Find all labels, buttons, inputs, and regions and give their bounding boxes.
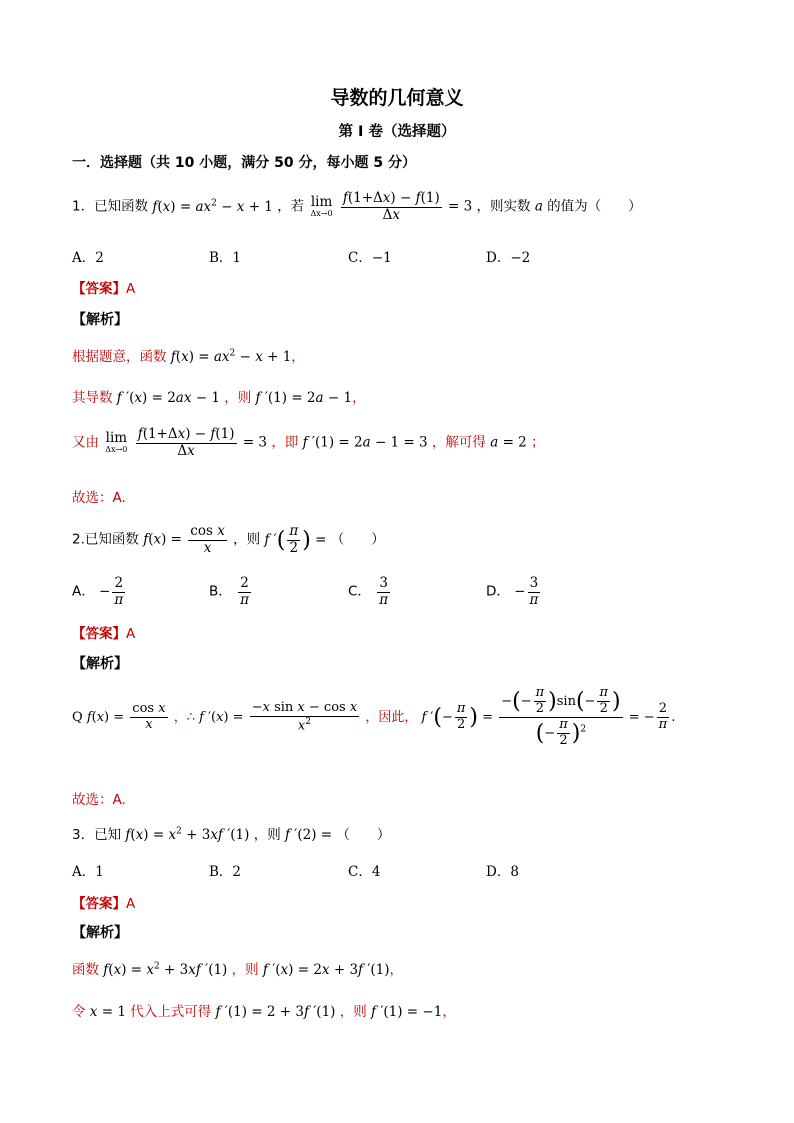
q1-solution-line-2: 其导数 f ′(x) = 2ax − 1 ，则 f ′(1) = 2a − 1， [72,390,366,406]
option-a: A． − $\frac{2}{\pi}$ [72,575,124,608]
formula: $f(x) = ax^2 - x + 1$ [152,198,273,215]
analysis-label: 【解析】 [72,312,128,328]
q1-final: 故选：A. [72,490,126,506]
question-1-stem: 1．已知函数 $f(x) = ax^2 - x + 1$ ，若 lim Δx→0 $\frac{f(1+\Delta x) - f(1)}{\Delta x}$ = 3 ，则实数 a 的值为（ ） [72,190,642,223]
answer-line: 【答案】A [72,896,136,912]
option-d: D．−2 [486,250,531,266]
question-2-stem: 2.已知函数 f(x) = $\frac{\text{cos x}}{x}$ ，则 f ′( $\frac{\pi}{2}$ ) = （ ） [72,523,385,556]
option-a: A．1 [72,864,104,880]
fraction: −(− $\frac{\pi}{2}$ )sin(− $\frac{\pi}{2}$ ) (− $\frac{\pi}{2}$ )$^2$ [501,685,621,748]
answer-line: 【答案】A [72,281,136,297]
option-a: A．2 [72,250,104,266]
fraction: $\frac{f(1+\Delta x) - f(1)}{\Delta x}$ [342,190,440,223]
option-b: B． $\frac{2}{\pi}$ [209,575,249,608]
q3-solution-line-1: 函数 $f(x) = x^2 + 3xf$ ′(1) ，则 f ′(x) = 2x + 3f ′(1)， [72,961,404,978]
section-heading: 一．选择题（共 10 小题，满分 50 分，每小题 5 分） [72,155,416,171]
option-c: C． $\frac{3}{\pi}$ [348,575,389,608]
q3-solution-line-2: 令 x = 1 代入上式可得 f ′(1) = 2 + 3f ′(1) ，则 f ′(1) = −1， [72,1004,456,1020]
q1-solution-line-3: 又由 lim Δx→0 $\frac{f(1+\Delta x) - f(1)}{\Delta x}$ = 3 ，即 f ′(1) = 2a − 1 = 3 ，解可得 a = 2 ； [72,426,545,459]
q1-solution-line-1: 根据题意，函数 $f(x) = ax^2 - x + 1$， [72,348,305,365]
question-3-stem: 3．已知 $f(x) = x^2 + 3xf$ ′(1) ，则 f ′(2) = （ ） [72,826,391,843]
fraction: $\frac{f(1+\Delta x) - f(1)}{\Delta x}$ [137,426,235,459]
option-d: D． − $\frac{3}{\pi}$ [486,575,539,608]
analysis-label: 【解析】 [72,925,128,941]
fraction: $\frac{\text{cos x}}{x}$ [190,523,225,556]
volume-subtitle: 第 I 卷（选择题） [338,124,456,140]
q2-final: 故选：A. [72,792,126,808]
limit-symbol: lim Δx→0 [105,430,128,454]
option-d: D．8 [486,864,519,880]
q2-solution-line-1: Q f(x) = $\frac{\text{cos x}}{x}$ ，∴ f ′(x) = $\frac{\text{−x sin x − cos x}}{x^2}$ ，因此， f ′(− $\frac{\pi}{2}$ ) = −(− $\frac{\pi}{2}$ )sin(− $\frac{\pi}{2}$ ) (− $\frac{\pi}{2}$ )$^2$ = − $\frac{2}{\pi}$ . [72,685,676,748]
option-c: C．4 [348,864,381,880]
analysis-label: 【解析】 [72,656,128,672]
option-b: B．2 [209,864,242,880]
option-b: B．1 [209,250,242,266]
answer-line: 【答案】A [72,626,136,642]
document-title: 导数的几何意义 [330,87,464,109]
limit-symbol: lim Δx→0 [310,194,333,218]
option-c: C．−1 [348,250,392,266]
